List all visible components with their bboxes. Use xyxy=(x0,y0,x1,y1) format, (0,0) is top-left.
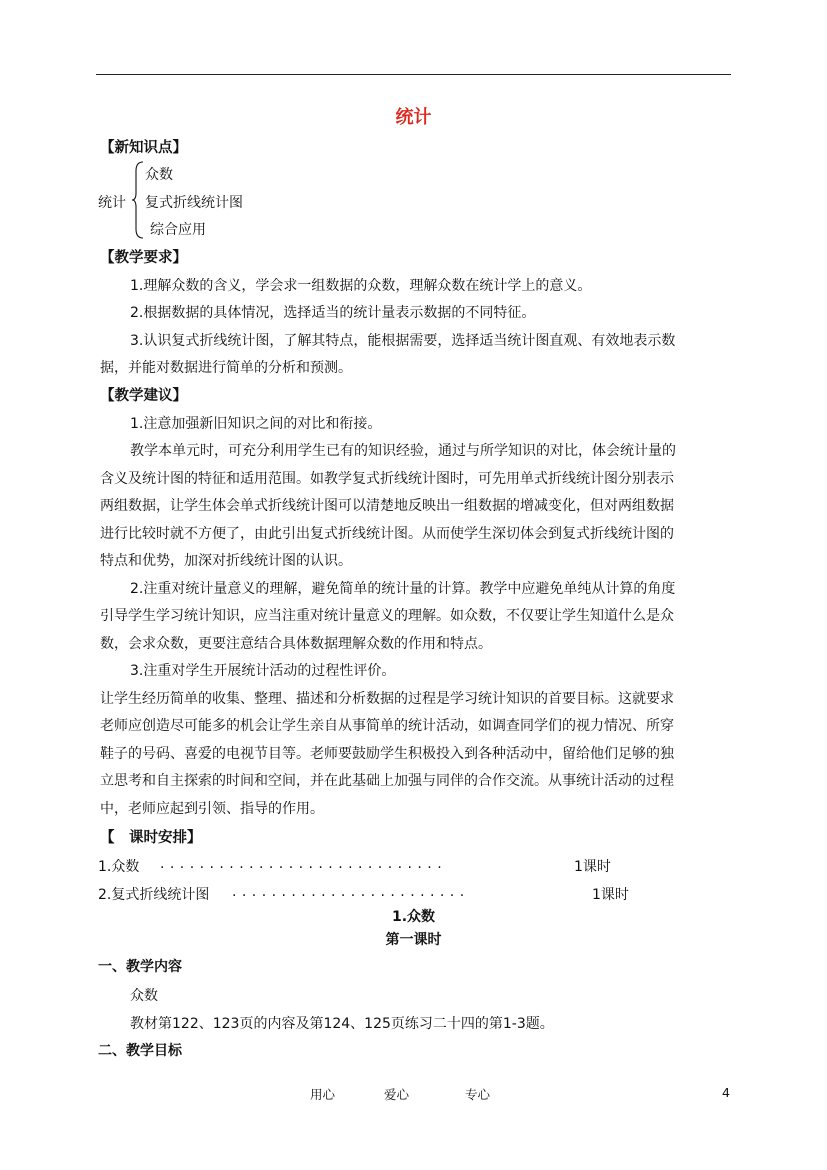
footer-motto-2: 爱心 xyxy=(384,1087,410,1102)
suggestion-line: 特点和优势，加深对折线统计图的认识。 xyxy=(100,553,352,569)
suggestion-line: 两组数据，让学生体会单式折线统计图可以清楚地反映出一组数据的增减变化，但对两组数据 xyxy=(100,498,674,514)
suggestion-line: 数，会求众数，更要注意结合具体数据理解众数的作用和特点。 xyxy=(100,636,492,652)
suggestion-line: 含义及统计图的特征和适用范围。如教学复式折线统计图时，可先用单式折线统计图分别表示 xyxy=(100,471,674,487)
left-brace-icon xyxy=(132,161,144,239)
section-requirements: 【教学要求】 xyxy=(100,250,187,266)
section-suggestions: 【教学建议】 xyxy=(100,388,187,404)
header-rule xyxy=(96,74,731,75)
page-number: 4 xyxy=(722,1085,730,1100)
schedule-item-name: 2.复式折线统计图 xyxy=(98,887,210,903)
suggestion-line: 中，老师应起到引领、指导的作用。 xyxy=(100,801,324,817)
lesson-content-line: 教材第122、123页的内容及第124、125页练习二十四的第1-3题。 xyxy=(130,1016,554,1032)
knowledge-item-3: 综合应用 xyxy=(150,222,206,238)
suggestion-line: 老师应创造尽可能多的机会让学生亲自从事简单的统计活动，如调查同学们的视力情况、所穿 xyxy=(100,718,674,734)
schedule-item-time: 1课时 xyxy=(574,859,611,875)
section-new-knowledge: 【新知识点】 xyxy=(100,140,187,156)
footer-motto-1: 用心 xyxy=(310,1087,336,1102)
requirement-line: 1.理解众数的含义，学会求一组数据的众数，理解众数在统计学上的意义。 xyxy=(130,278,592,294)
knowledge-item-1: 众数 xyxy=(145,167,173,183)
suggestion-line: 引导学生学习统计知识，应当注重对统计量意义的理解。如众数，不仅要让学生知道什么是众 xyxy=(100,608,674,624)
schedule-item-dots: . . . . . . . . . . . . . . . . . . . . . . . . xyxy=(232,884,465,900)
knowledge-root: 统计 xyxy=(98,195,126,211)
footer-motto-3: 专心 xyxy=(465,1087,491,1102)
suggestion-line: 立思考和自主探索的时间和空间，并在此基础上加强与同伴的合作交流。从事统计活动的过程 xyxy=(100,773,674,789)
requirement-line: 据，并能对数据进行简单的分析和预测。 xyxy=(100,360,352,376)
lesson-content-title: 一、教学内容 xyxy=(98,959,182,975)
schedule-item-time: 1课时 xyxy=(592,887,629,903)
suggestion-line: 让学生经历简单的收集、整理、描述和分析数据的过程是学习统计知识的首要目标。这就要求 xyxy=(100,691,674,707)
lesson-content-line: 众数 xyxy=(130,988,158,1004)
schedule-item-name: 1.众数 xyxy=(98,859,140,875)
schedule-item-dots: . . . . . . . . . . . . . . . . . . . . . . . . . . . . . xyxy=(160,856,443,872)
suggestion-line: 2.注重对统计量意义的理解，避免简单的统计量的计算。教学中应避免单纯从计算的角度 xyxy=(130,581,676,597)
suggestion-line: 鞋子的号码、喜爱的电视节目等。老师要鼓励学生积极投入到各种活动中，留给他们足够的独 xyxy=(100,746,674,762)
suggestion-line: 1.注意加强新旧知识之间的对比和衔接。 xyxy=(130,416,382,432)
requirement-line: 3.认识复式折线统计图，了解其特点，能根据需要，选择适当统计图直观、有效地表示数 xyxy=(130,333,676,349)
suggestion-line: 教学本单元时，可充分利用学生已有的知识经验，通过与所学知识的对比，体会统计量的 xyxy=(130,443,676,459)
knowledge-item-2: 复式折线统计图 xyxy=(145,195,243,211)
requirement-line: 2.根据数据的具体情况，选择适当的统计量表示数据的不同特征。 xyxy=(130,305,536,321)
suggestion-line: 进行比较时就不方便了，由此引出复式折线统计图。从而使学生深切体会到复式折线统计图的 xyxy=(100,526,674,542)
section-schedule: 【 课时安排】 xyxy=(100,830,202,846)
lesson-goals-title: 二、教学目标 xyxy=(98,1043,182,1059)
document-title: 统计 xyxy=(395,107,432,128)
lesson-subheading: 第一课时 xyxy=(385,932,442,948)
suggestion-line: 3.注重对学生开展统计活动的过程性评价。 xyxy=(130,663,396,679)
lesson-heading: 1.众数 xyxy=(391,909,436,925)
